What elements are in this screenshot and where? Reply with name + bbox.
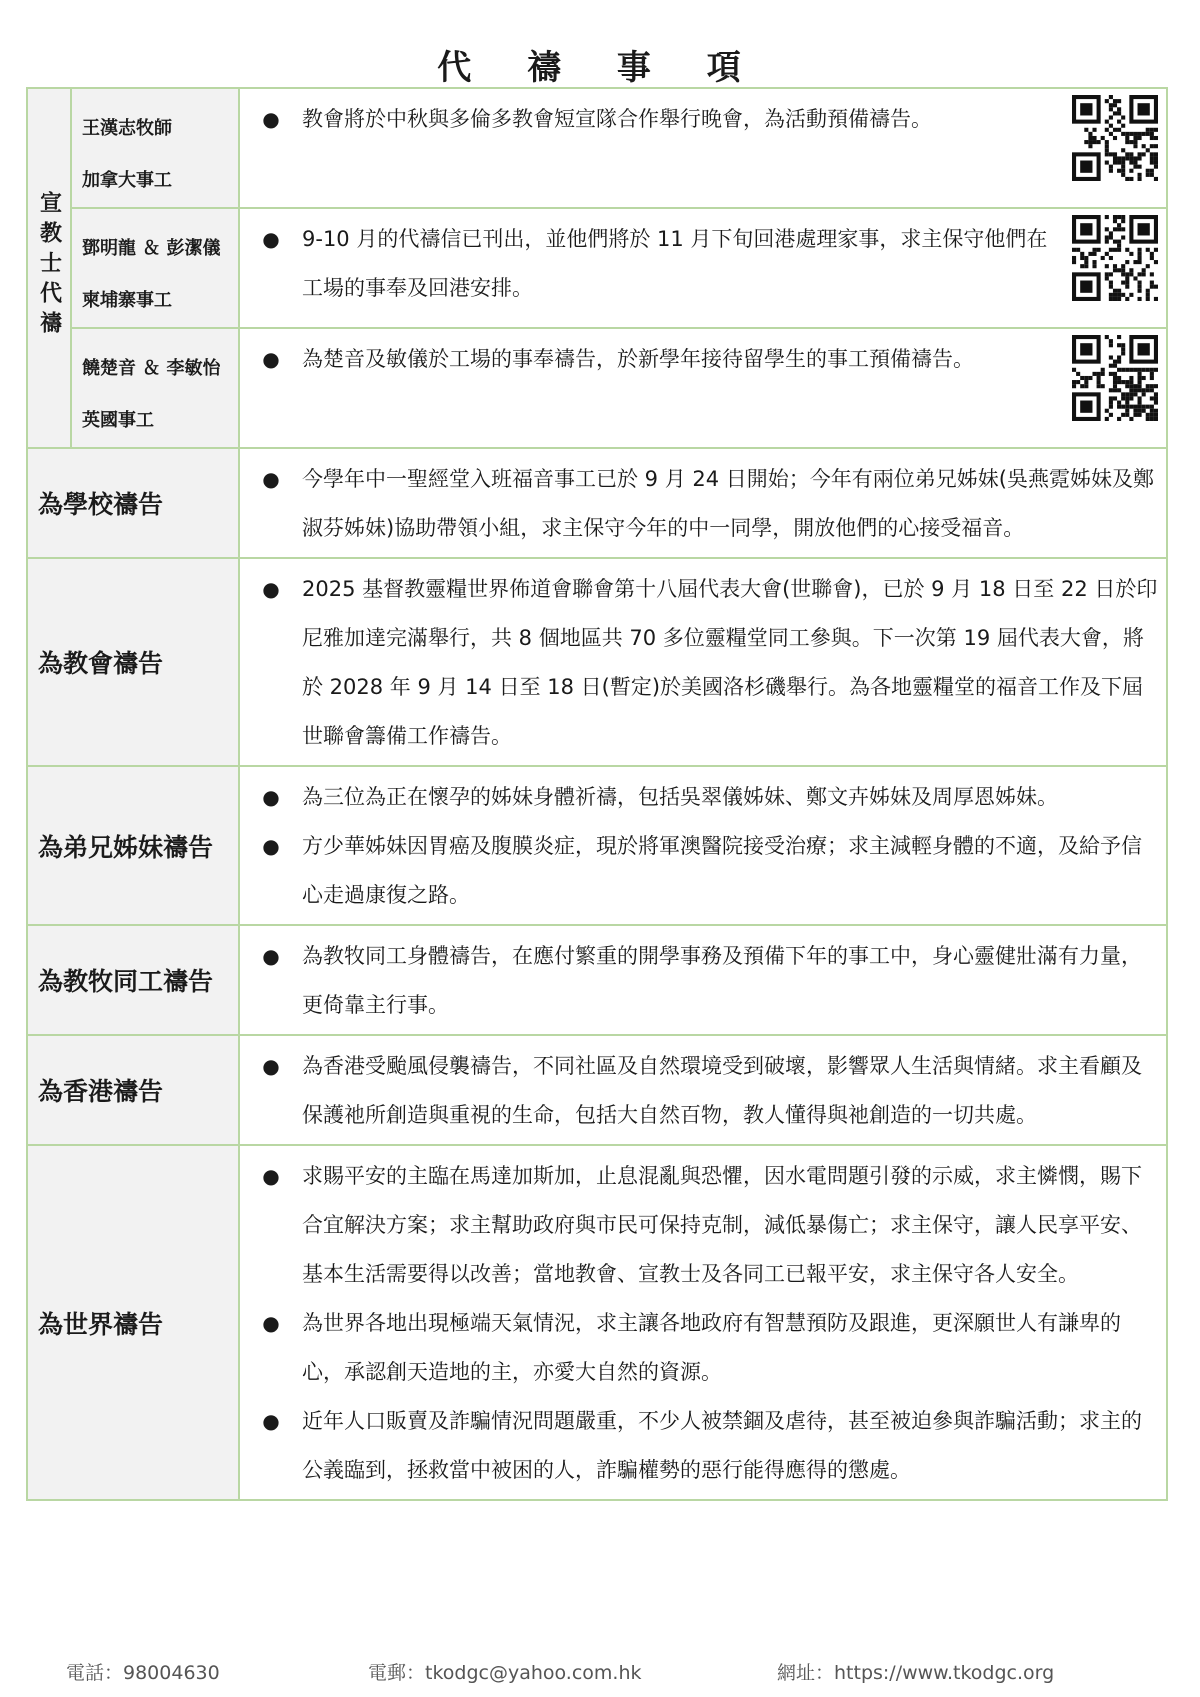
list-item: [240, 1397, 1158, 1495]
missionary-name: 饒楚音 ＆ 李敏怡: [82, 358, 221, 379]
list-item: [240, 1299, 1158, 1397]
bullet-icon: ●: [262, 107, 280, 131]
section-content: [239, 558, 1167, 766]
list-item: [240, 1042, 1158, 1140]
list-item: [240, 455, 1158, 553]
prayer-item-text: 為三位為正在懷孕的姊妹身體祈禱，包括吳翠儀姊妹、鄭文卉姊妹及周厚恩姊妹。: [302, 785, 1058, 809]
section-content: [239, 1035, 1167, 1145]
missionary-label: 宣教士代禱: [36, 191, 62, 341]
prayer-item-text: 今學年中一聖經堂入班福音事工已於 9 月 24 日開始；今年有兩位弟兄姊妹(吳燕霓姊妹及鄭淑芬姊妹)協助帶領小組，求主保守今年的中一同學，開放他們的心接受福音。: [302, 467, 1154, 540]
list-item: [240, 932, 1158, 1030]
list-item: [240, 335, 1056, 384]
section-row-church: [27, 558, 1167, 766]
missionary-name-cell: [71, 88, 239, 208]
missionary-content-cell: [239, 88, 1167, 208]
section-label: 為世界禱告: [27, 1145, 239, 1500]
missionary-row: [27, 208, 1167, 328]
bullet-icon: ●: [262, 227, 280, 251]
page-title: 代 禱 事 項: [437, 48, 763, 88]
missionary-row: [27, 88, 1167, 208]
section-row-school: [27, 448, 1167, 558]
section-content: [239, 1145, 1167, 1500]
section-content: [239, 766, 1167, 925]
missionary-text: 為楚音及敏儀於工場的事奉禱告，於新學年接待留學生的事工預備禱告。: [302, 347, 974, 371]
bullet-icon: ●: [262, 834, 280, 858]
list-item: [240, 1152, 1158, 1299]
section-label: 為教會禱告: [27, 558, 239, 766]
list-item: [240, 215, 1056, 313]
bullet-icon: ●: [262, 1164, 280, 1188]
missionary-text: 9-10 月的代禱信已刊出，並他們將於 11 月下旬回港處理家事，求主保守他們在工場的事奉及回港安排。: [302, 227, 1048, 300]
section-label: 為學校禱告: [27, 448, 239, 558]
missionary-name-cell: [71, 328, 239, 448]
prayer-item-text: 近年人口販賣及詐騙情況問題嚴重，不少人被禁錮及虐待，甚至被迫參與詐騙活動；求主的公義臨到，拯救當中被困的人，詐騙權勢的惡行能得應得的懲處。: [302, 1409, 1142, 1482]
list-item: [240, 822, 1158, 920]
qr-code-icon[interactable]: [1072, 335, 1158, 421]
footer-phone: 電話：98004630: [66, 1662, 220, 1684]
bullet-icon: ●: [262, 1054, 280, 1078]
list-item: [240, 565, 1158, 761]
section-content: [239, 448, 1167, 558]
section-row-pastoral-staff: [27, 925, 1167, 1035]
bullet-icon: ●: [262, 347, 280, 371]
missionary-text: 教會將於中秋與多倫多教會短宣隊合作舉行晚會，為活動預備禱告。: [302, 107, 932, 131]
section-label: 為教牧同工禱告: [27, 925, 239, 1035]
prayer-item-text: 為香港受颱風侵襲禱告，不同社區及自然環境受到破壞，影響眾人生活與情緒。求主看顧及保護祂所創造與重視的生命，包括大自然百物，教人懂得與祂創造的一切共處。: [302, 1054, 1142, 1127]
section-label: 為弟兄姊妹禱告: [27, 766, 239, 925]
section-content: [239, 925, 1167, 1035]
list-item: [240, 95, 1056, 144]
qr-code-icon[interactable]: [1072, 215, 1158, 301]
list-item: [240, 773, 1158, 822]
missionary-label-cell: [27, 88, 71, 448]
prayer-item-text: 方少華姊妹因胃癌及腹膜炎症，現於將軍澳醫院接受治療；求主減輕身體的不適，及給予信心走過康復之路。: [302, 834, 1142, 907]
section-label: 為香港禱告: [27, 1035, 239, 1145]
prayer-item-text: 求賜平安的主臨在馬達加斯加，止息混亂與恐懼，因水電問題引發的示威，求主憐憫，賜下合宜解決方案；求主幫助政府與市民可保持克制，減低暴傷亡；求主保守，讓人民享平安、基本生活需要得以改善；當地教會、宣教士及各同工已報平安，求主保守各人安全。: [302, 1164, 1142, 1286]
bullet-icon: ●: [262, 944, 280, 968]
missionary-region: 柬埔寨事工: [82, 290, 172, 311]
section-row-hong-kong: [27, 1035, 1167, 1145]
missionary-region: 加拿大事工: [82, 170, 172, 191]
missionary-row: [27, 328, 1167, 448]
missionary-name: 鄧明龍 ＆ 彭潔儀: [82, 238, 221, 259]
prayer-item-text: 為教牧同工身體禱告，在應付繁重的開學事務及預備下年的事工中，身心靈健壯滿有力量，更倚靠主行事。: [302, 944, 1142, 1017]
section-row-world: [27, 1145, 1167, 1500]
footer-website[interactable]: 網址：https://www.tkodgc.org: [777, 1662, 1055, 1684]
prayer-table: [26, 87, 1168, 1501]
bullet-icon: ●: [262, 785, 280, 809]
missionary-content-cell: [239, 328, 1167, 448]
prayer-item-text: 2025 基督教靈糧世界佈道會聯會第十八屆代表大會(世聯會)，已於 9 月 18 日至 22 日於印尼雅加達完滿舉行，共 8 個地區共 70 多位靈糧堂同工參與。下一次第 19 屆代表大會，將於 2028 年 9 月 14 日至 18 日(暫定)於美國洛杉磯舉行。為各地靈糧堂的福音工作及下屆世聯會籌備工作禱告。: [302, 577, 1158, 748]
bullet-icon: ●: [262, 467, 280, 491]
qr-code-icon[interactable]: [1072, 95, 1158, 181]
bullet-icon: ●: [262, 1409, 280, 1433]
bullet-icon: ●: [262, 1311, 280, 1335]
section-row-members: [27, 766, 1167, 925]
bullet-icon: ●: [262, 577, 280, 601]
missionary-content-cell: [239, 208, 1167, 328]
missionary-name-cell: [71, 208, 239, 328]
prayer-item-text: 為世界各地出現極端天氣情況，求主讓各地政府有智慧預防及跟進，更深願世人有謙卑的心，承認創天造地的主，亦愛大自然的資源。: [302, 1311, 1121, 1384]
footer-email[interactable]: 電郵：tkodgc@yahoo.com.hk: [368, 1662, 642, 1684]
missionary-region: 英國事工: [82, 410, 154, 431]
missionary-name: 王漢志牧師: [82, 118, 172, 139]
